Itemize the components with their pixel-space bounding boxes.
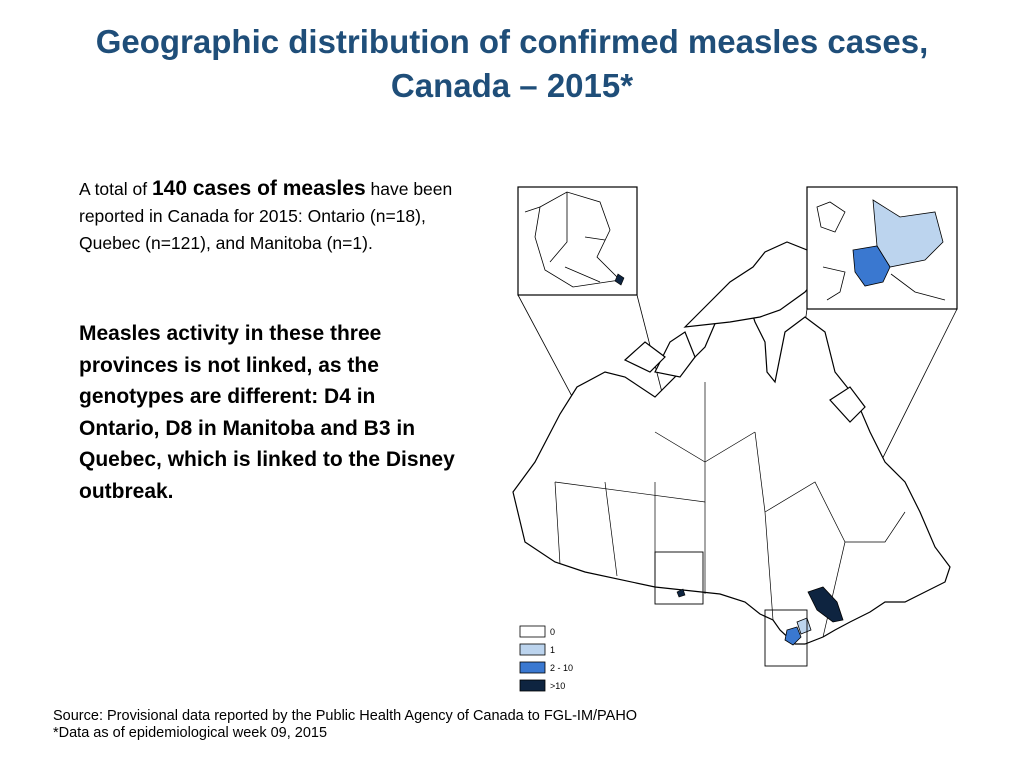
source-line: Source: Provisional data reported by the Public Health Agency of Canada to FGL-IM/PAHO	[53, 708, 638, 724]
title-line-1: Geographic distribution of confirmed measles cases,	[95, 23, 929, 60]
manitoba-inset	[518, 187, 637, 295]
page-title	[40, 20, 984, 108]
legend-label-3: >10	[550, 681, 566, 691]
legend-swatch-0	[520, 626, 545, 637]
legend-swatch-3	[520, 680, 545, 691]
legend-label-0: 0	[550, 627, 556, 637]
legend-swatch-2	[520, 662, 545, 673]
canada-map	[505, 182, 965, 694]
map-legend	[520, 626, 573, 691]
intro-suffix: have been reported in Canada for 2015: Ontario (n=18), Quebec (n=121), and Manitoba (n=1).	[79, 179, 453, 253]
intro-prefix: A total of	[79, 179, 152, 199]
ontario-quebec-inset	[807, 187, 957, 309]
intro-highlight: 140 cases of measles	[151, 177, 366, 200]
legend-swatch-1	[520, 644, 545, 655]
legend-label-1: 1	[550, 645, 556, 655]
genotype-note: Measles activity in these three provinces is not linked, as the genotypes are different: D4 in Ontario, D8 in Manitoba and B3 in Quebec, which is linked to the Disney outbreak.	[79, 322, 455, 503]
source-footnote	[53, 708, 953, 742]
legend-label-2: 2 - 10	[550, 663, 574, 673]
title-line-2: Canada – 2015*	[390, 67, 634, 104]
canada-map-svg	[505, 182, 965, 694]
data-date-line: *Data as of epidemiological week 09, 2015	[53, 725, 328, 741]
intro-paragraph	[79, 175, 459, 257]
